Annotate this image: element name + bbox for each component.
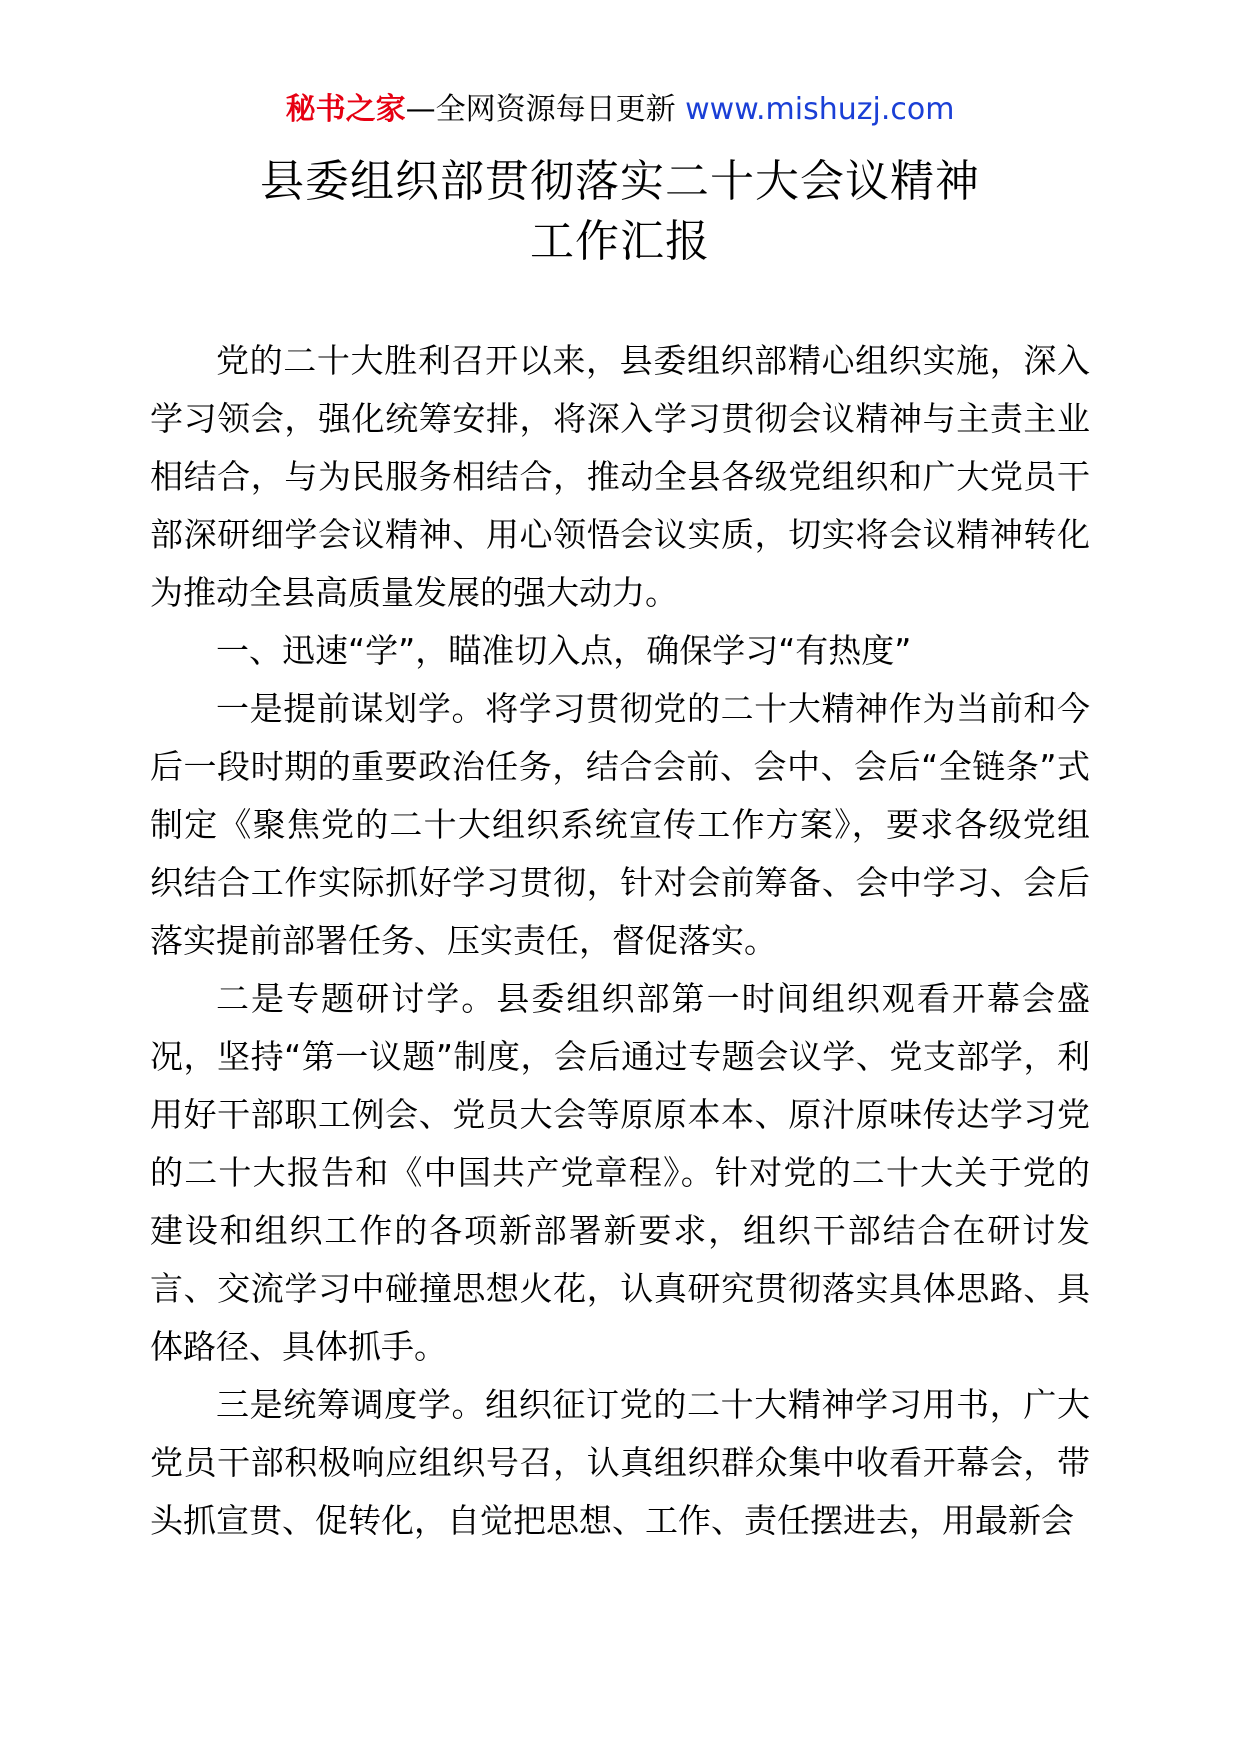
document-title-line-2: 工作汇报 [530, 216, 710, 267]
paragraph-seminar: 二是专题研讨学。县委组织部第一时间组织观看开幕会盛况，坚持“第一议题”制度，会后通过专题会议学、党支部学，利用好干部职工例会、党员大会等原原本本、原汁原味传达学习党的二十大报告和《中国共产党章程》。针对党的二十大关于党的建设和组织工作的各项新部署新要求，组织干部结合在研讨发言、交流学习中碰撞思想火花，认真研究贯彻落实具体思路、具体路径、具体抓手。 [150, 979, 1090, 1366]
banner-tagline: —全网资源每日更新 [405, 92, 686, 127]
site-url-link[interactable]: www.mishuzj.com [685, 92, 955, 127]
section-heading-1: 一、迅速“学”，瞄准切入点，确保学习“有热度” [216, 631, 912, 670]
brand-name: 秘书之家 [285, 92, 406, 127]
site-banner [0, 88, 1240, 132]
intro-paragraph: 党的二十大胜利召开以来，县委组织部精心组织实施，深入学习领会，强化统筹安排，将深入学习贯彻会议精神与主责主业相结合，与为民服务相结合，推动全县各级党组织和广大党员干部深研细学会议精神、用心领悟会议实质，切实将会议精神转化为推动全县高质量发展的强大动力。 [150, 341, 1090, 612]
document-body [150, 332, 1090, 1550]
document-title-line-1: 县委组织部贯彻落实二十大会议精神 [260, 156, 980, 207]
paragraph-planning: 一是提前谋划学。将学习贯彻党的二十大精神作为当前和今后一段时期的重要政治任务，结合会前、会中、会后“全链条”式制定《聚焦党的二十大组织系统宣传工作方案》，要求各级党组织结合工作实际抓好学习贯彻，针对会前筹备、会中学习、会后落实提前部署任务、压实责任，督促落实。 [150, 689, 1090, 960]
paragraph-coordination: 三是统筹调度学。组织征订党的二十大精神学习用书，广大党员干部积极响应组织号召，认真组织群众集中收看开幕会，带头抓宣贯、促转化，自觉把思想、工作、责任摆进去，用最新会 [150, 1385, 1090, 1540]
